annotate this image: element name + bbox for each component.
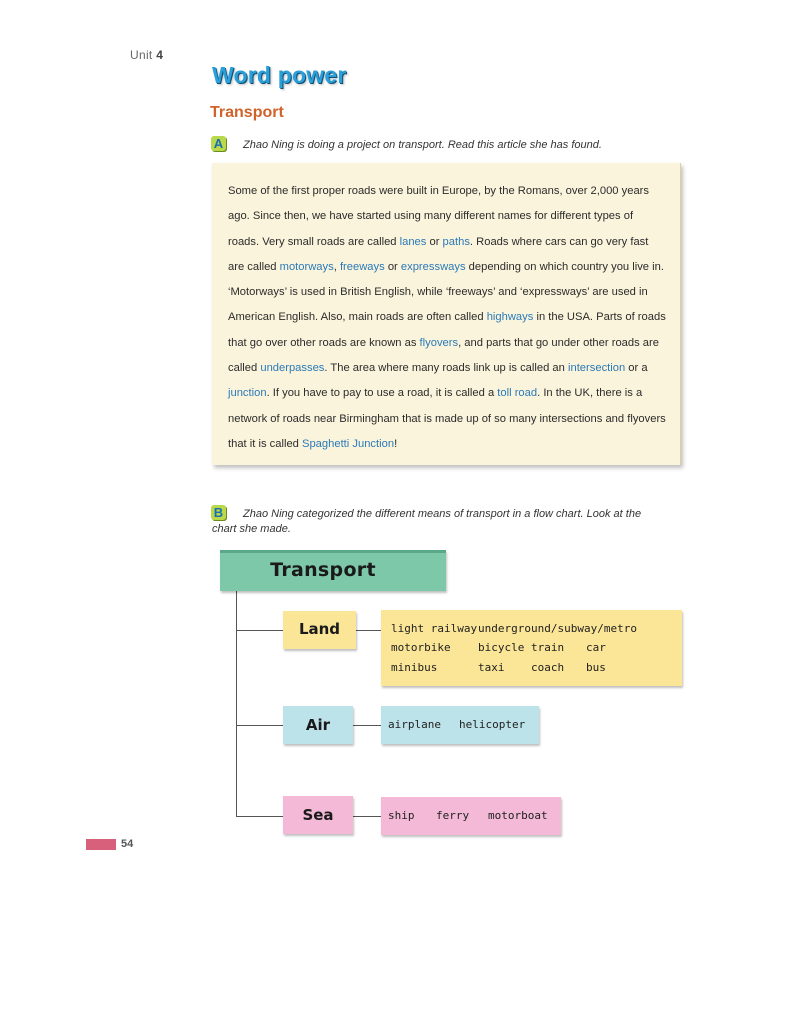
keyword: underpasses	[260, 362, 325, 375]
page-number-bar	[86, 839, 116, 850]
keyword: paths	[442, 235, 470, 248]
article-text-segment: or a	[625, 362, 648, 375]
air-items-box	[381, 706, 539, 744]
land-item: taxi	[478, 661, 505, 674]
category-land: Land	[283, 611, 356, 649]
sea-item: ship	[388, 809, 415, 822]
keyword: highways	[486, 311, 534, 324]
keyword: expressways	[400, 260, 466, 273]
article-text-segment: in the USA. Parts of roads that go over other roads are known as	[228, 311, 666, 349]
unit-word: Unit	[130, 48, 153, 62]
air-connector	[236, 725, 283, 726]
section-a-instruction: Zhao Ning is doing a project on transport. Read this article she has found.	[243, 139, 602, 151]
article-text-segment: depending on which country you live in. ‘Motorways’ is used in British English, while ‘freeways’ and ‘expressways’ are used in American English. Also, main roads are often called	[228, 260, 664, 324]
article-text-segment: . In the UK, there is a network of roads near Birmingham that is made up of so many intersections and flyovers that it is called	[228, 387, 666, 450]
land-item: bus	[586, 661, 606, 674]
land-item: bicycle	[478, 641, 525, 654]
article-text-segment: !	[394, 437, 398, 450]
land-connector	[236, 630, 283, 631]
sea-item: ferry	[436, 809, 470, 822]
article-text-segment: or	[384, 260, 401, 273]
section-b-badge: B	[211, 505, 226, 520]
keyword: freeways	[339, 260, 385, 273]
sea-items-box	[381, 797, 561, 835]
article-text	[212, 163, 680, 457]
section-b-instruction: Zhao Ning categorized the different means of transport in a flow chart. Look at the	[243, 508, 642, 520]
land-item: coach	[531, 661, 565, 674]
keyword: junction	[228, 387, 267, 400]
category-air: Air	[283, 706, 353, 744]
sea-item: motorboat	[488, 809, 548, 822]
unit-number: 4	[156, 48, 164, 62]
keyword: flyovers	[419, 336, 459, 349]
page-number: 54	[121, 838, 134, 850]
land-items-connector	[356, 630, 381, 631]
section-subtitle: Transport	[210, 104, 284, 121]
article-text-segment: ,	[333, 260, 340, 273]
unit-label	[130, 48, 163, 62]
article-text-segment: , and parts that go under other roads are called	[228, 336, 659, 375]
air-item: airplane	[388, 718, 441, 731]
article-text-segment: . If you have to pay to use a road, it is called a	[266, 387, 498, 400]
article-box	[212, 163, 681, 465]
land-item: light railway	[391, 622, 478, 635]
sea-connector	[236, 816, 283, 817]
article-text-segment: Some of the first proper roads were built in Europe, by the Romans, over 2,000 years ago. Since then, we have started using many different names for different types of roads. Very small roads are called	[228, 185, 649, 248]
sea-items-connector	[353, 816, 381, 817]
section-b-instruction-cont: chart she made.	[212, 523, 291, 535]
land-item: train	[531, 641, 565, 654]
keyword: lanes	[399, 235, 427, 248]
section-a-badge: A	[211, 136, 226, 151]
land-items-box	[381, 610, 682, 686]
article-text-segment: . The area where many roads link up is called an	[324, 362, 568, 375]
land-item: car	[586, 641, 606, 654]
keyword: motorways	[279, 260, 334, 273]
page-title: Word power	[212, 62, 347, 88]
land-item: minibus	[391, 661, 438, 674]
air-item: helicopter	[459, 718, 526, 731]
flowchart-root-box	[220, 550, 446, 591]
category-sea: Sea	[283, 796, 353, 834]
flowchart-root-label: Transport	[270, 559, 376, 581]
article-text-segment: or	[426, 235, 443, 248]
article-text-segment: . Roads where cars can go very fast are called	[228, 235, 649, 273]
keyword: intersection	[567, 362, 626, 375]
flowchart-trunk-line	[236, 588, 237, 817]
keyword: Spaghetti Junction	[302, 437, 395, 450]
keyword: toll road	[497, 387, 538, 400]
air-items-connector	[353, 725, 381, 726]
land-item: motorbike	[391, 641, 451, 654]
land-item: underground/subway/metro	[478, 622, 637, 635]
